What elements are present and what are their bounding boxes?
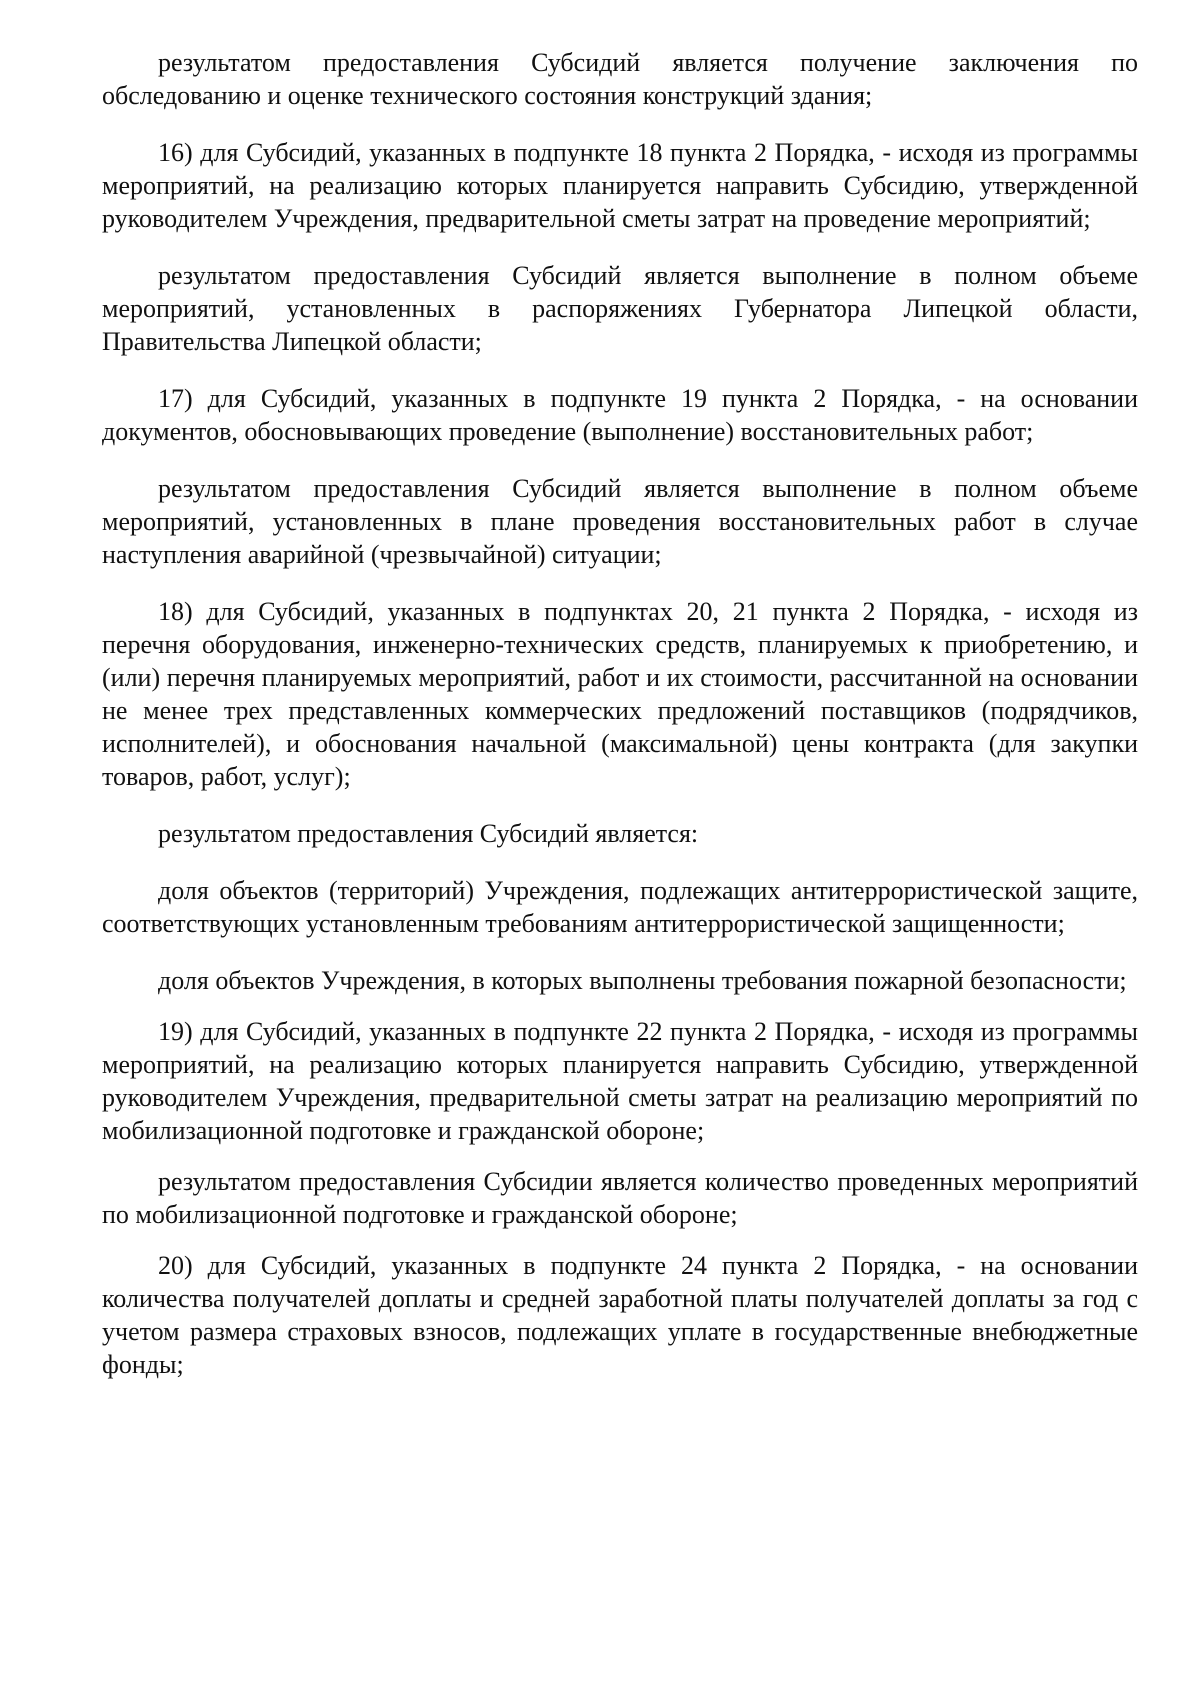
- paragraph-item-20: 20) для Субсидий, указанных в подпункте 24 пункта 2 Порядка, - на основании количества получателей доплаты и средней заработной платы получателей доплаты за год с учетом размера страховых взносов, подлежащих уплате в государственные внебюджетные фонды;: [102, 1251, 1138, 1379]
- paragraph-result-heading: результатом предоставления Субсидий является:: [158, 819, 699, 848]
- paragraph-result-orders: результатом предоставления Субсидий является выполнение в полном объеме мероприятий, установленных в распоряжениях Губернатора Липецкой области, Правительства Липецкой области;: [102, 261, 1138, 356]
- paragraph-share-fire-safety: доля объектов Учреждения, в которых выполнены требования пожарной безопасности;: [158, 966, 1127, 995]
- paragraph-share-antiterror: доля объектов (территорий) Учреждения, подлежащих антитеррористической защите, соответствующих установленным требованиям антитеррористической защищенности;: [102, 876, 1138, 938]
- paragraph-result-mobilization: результатом предоставления Субсидии является количество проведенных мероприятий по мобилизационной подготовке и гражданской обороне;: [102, 1167, 1138, 1229]
- paragraph-item-18: 18) для Субсидий, указанных в подпунктах 20, 21 пункта 2 Порядка, - исходя из перечня оборудования, инженерно-технических средств, планируемых к приобретению, и (или) перечня планируемых мероприятий, работ и их стоимости, рассчитанной на основании не менее трех представленных коммерческих предложений поставщиков (подрядчиков, исполнителей), и обоснования начальной (максимальной) цены контракта (для закупки товаров, работ, услуг);: [102, 597, 1138, 791]
- paragraph-item-19: 19) для Субсидий, указанных в подпункте 22 пункта 2 Порядка, - исходя из программы мероприятий, на реализацию которых планируется направить Субсидию, утвержденной руководителем Учреждения, предварительной сметы затрат на реализацию мероприятий по мобилизационной подготовке и гражданской обороне;: [102, 1017, 1138, 1145]
- paragraph-result-restoration: результатом предоставления Субсидий является выполнение в полном объеме мероприятий, установленных в плане проведения восстановительных работ в случае наступления аварийной (чрезвычайной) ситуации;: [102, 474, 1138, 569]
- document-body: [102, 46, 1138, 1405]
- paragraph-item-17: 17) для Субсидий, указанных в подпункте 19 пункта 2 Порядка, - на основании документов, обосновывающих проведение (выполнение) восстановительных работ;: [102, 384, 1138, 446]
- paragraph-result-inspection: результатом предоставления Субсидий является получение заключения по обследованию и оценке технического состояния конструкций здания;: [102, 48, 1138, 110]
- paragraph-item-16: 16) для Субсидий, указанных в подпункте 18 пункта 2 Порядка, - исходя из программы мероприятий, на реализацию которых планируется направить Субсидию, утвержденной руководителем Учреждения, предварительной сметы затрат на проведение мероприятий;: [102, 138, 1138, 233]
